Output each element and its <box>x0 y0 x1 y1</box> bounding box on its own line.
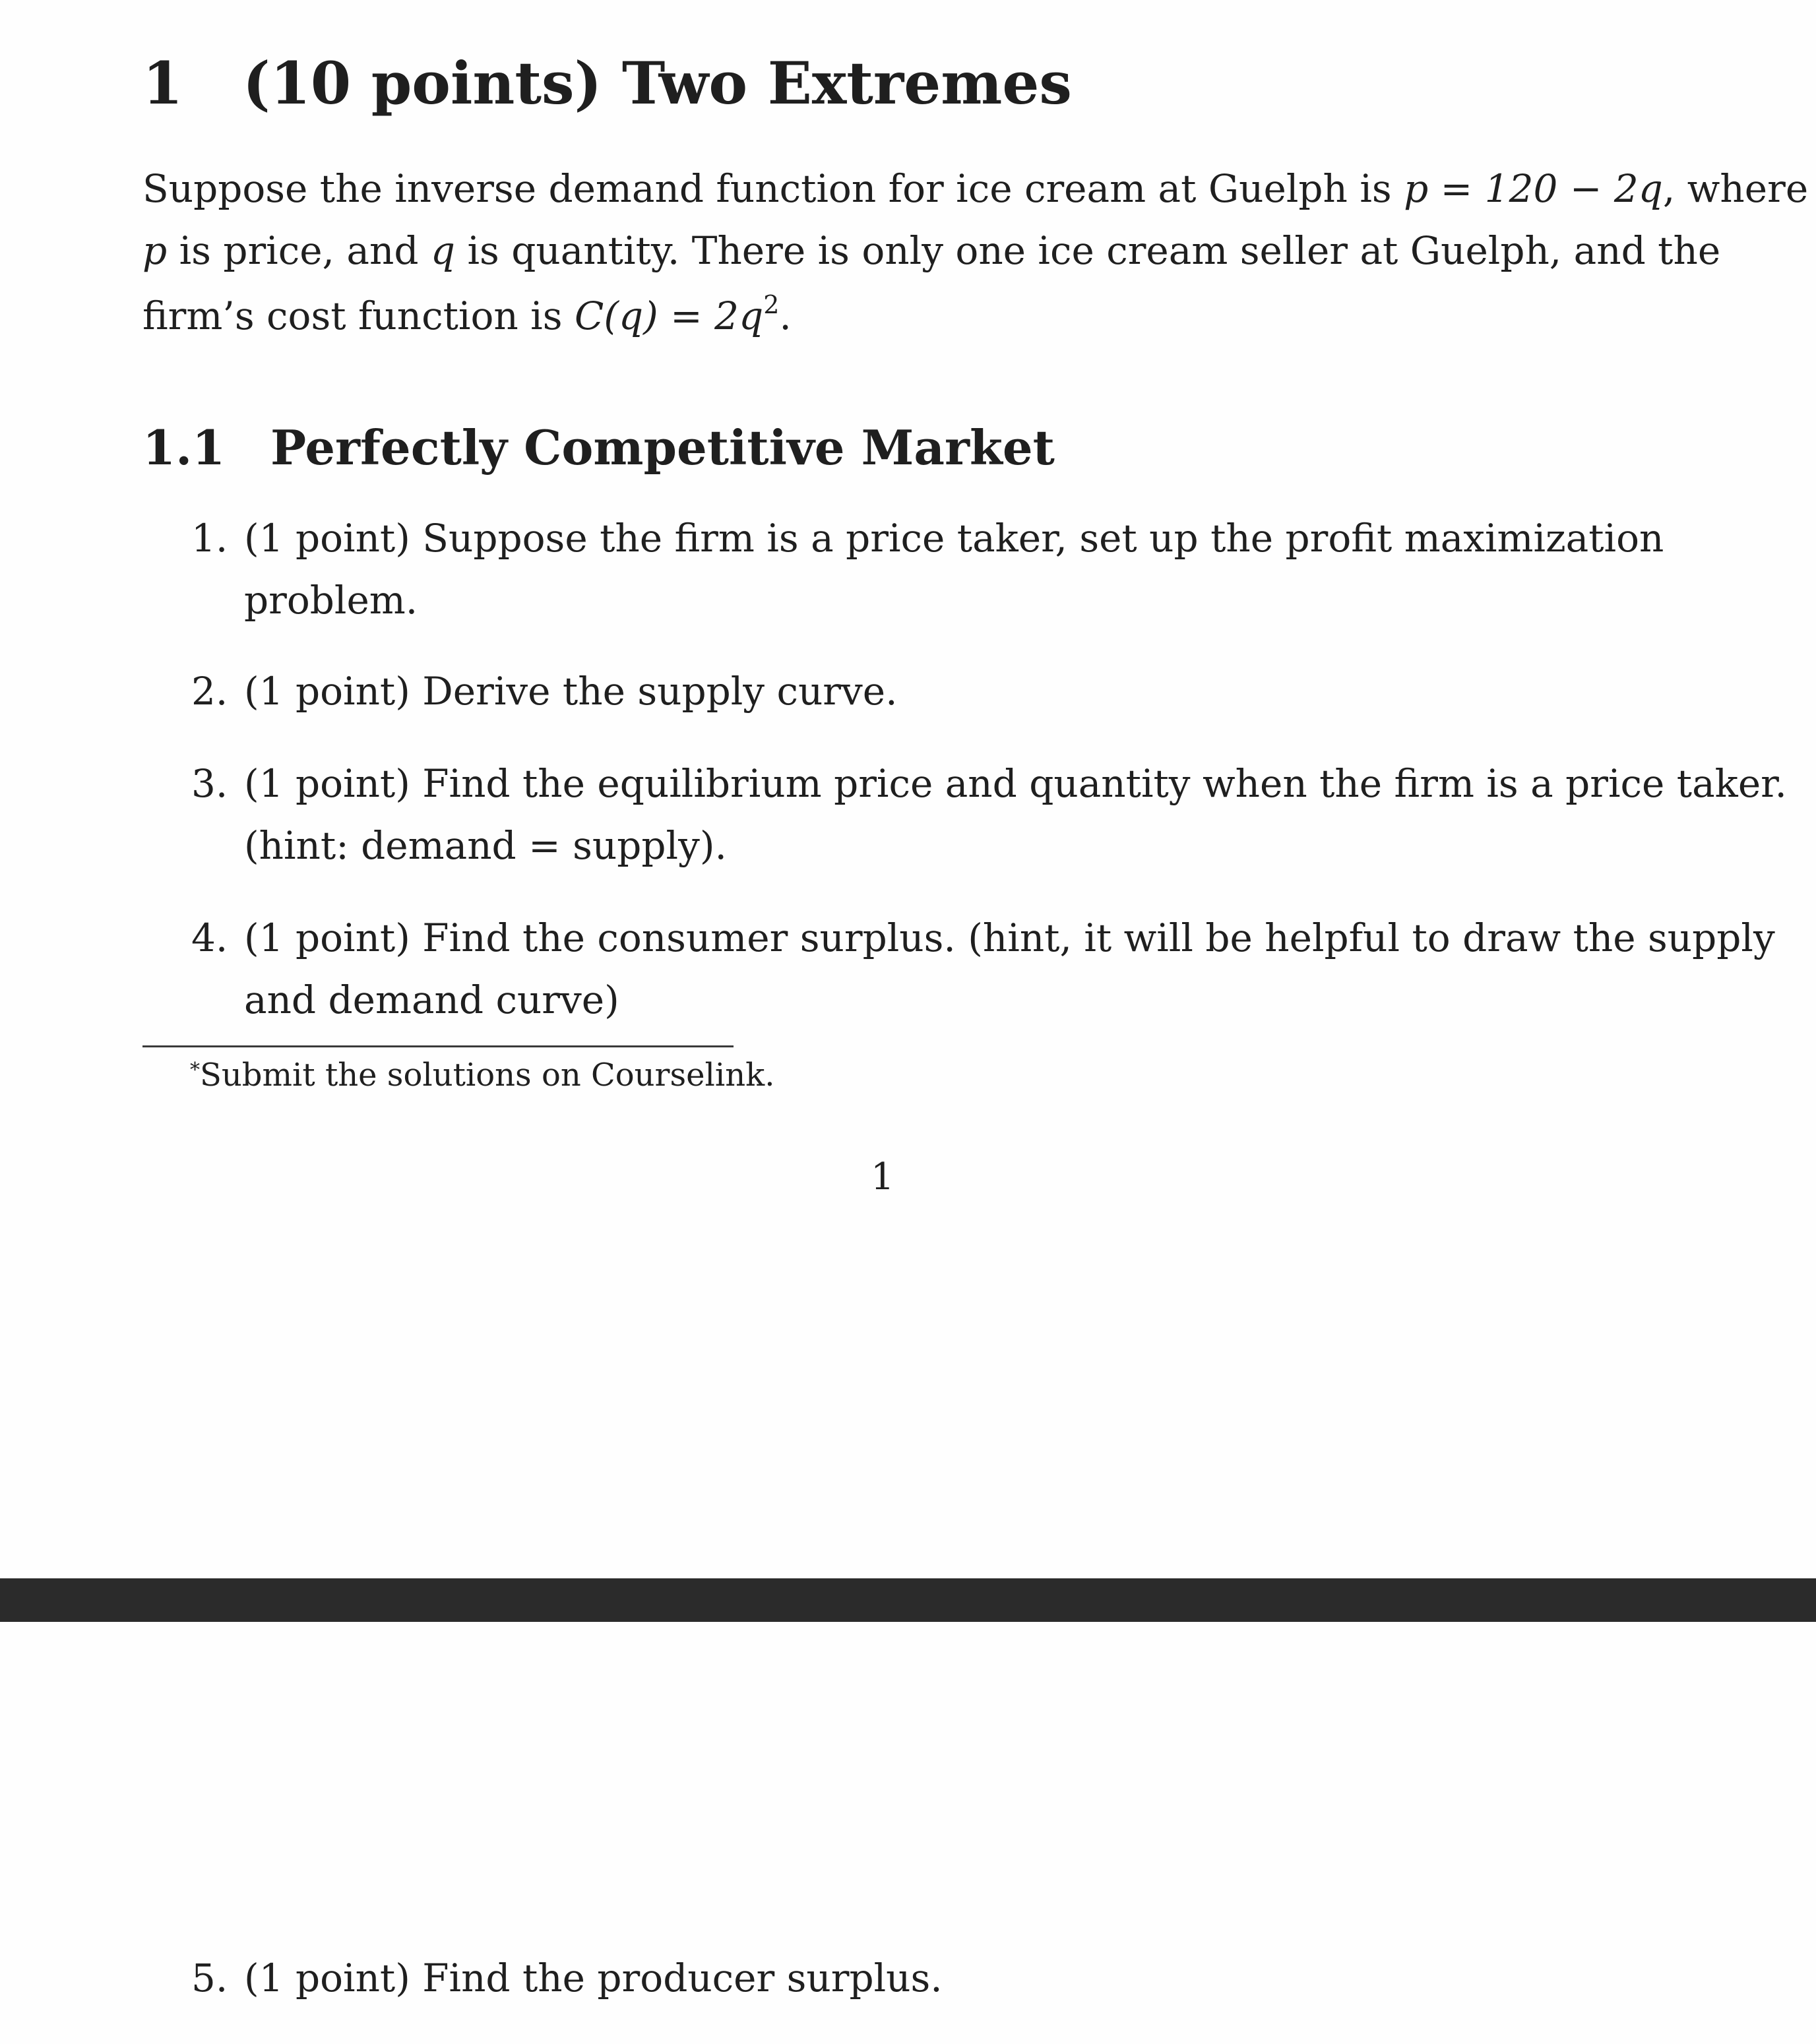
section-title: (10 points) Two Extremes <box>243 49 1072 117</box>
item-4-line-2: and demand curve) <box>244 977 619 1022</box>
demand-equation: p = 120 − 2q <box>1404 166 1663 211</box>
intro-line-3 <box>142 290 792 338</box>
item-1-line-2: problem. <box>244 578 418 623</box>
quantity-variable: q <box>430 228 456 273</box>
intro-line-2-text <box>142 228 1721 273</box>
item-5-number: 5. <box>191 1956 228 2000</box>
item-5-line-1: (1 point) Find the producer surplus. <box>244 1956 943 2000</box>
item-3-line-2: (hint: demand = supply). <box>244 823 727 868</box>
footnote-rule <box>142 1045 734 1047</box>
document-page-2 <box>0 1622 1816 2044</box>
intro-line-1-text <box>142 166 1809 211</box>
intro-text: is quantity. There is only one ice cream seller at Guelph, and the <box>455 228 1721 273</box>
subsection-heading <box>142 419 1055 476</box>
footnote-mark: * <box>190 1059 200 1082</box>
intro-text: firm’s cost function is <box>142 294 575 338</box>
footnote <box>190 1057 775 1094</box>
page-number: 1 <box>871 1156 894 1198</box>
intro-line-1 <box>142 166 1809 211</box>
cost-equation: C(q) = 2q <box>574 294 764 338</box>
intro-text: , where <box>1662 166 1809 211</box>
intro-text: . <box>779 294 792 338</box>
subsection-number: 1.1 <box>142 419 226 476</box>
item-4-line-1: (1 point) Find the consumer surplus. (hint, it will be helpful to draw the supply <box>244 915 1775 960</box>
item-3-line-1: (1 point) Find the equilibrium price and quantity when the firm is a price taker. <box>244 761 1787 806</box>
intro-line-2 <box>142 228 1721 273</box>
intro-text: Suppose the inverse demand function for ice cream at Guelph is <box>142 166 1404 211</box>
footnote-text: Submit the solutions on Courselink. <box>200 1057 775 1094</box>
item-1-number: 1. <box>191 516 228 561</box>
cost-exponent: 2 <box>763 290 780 319</box>
item-3-number: 3. <box>191 761 228 806</box>
item-2-number: 2. <box>191 669 228 714</box>
section-heading <box>142 49 1072 117</box>
intro-text: is price, and <box>167 228 431 273</box>
item-4-number: 4. <box>191 915 228 960</box>
item-2-line-1: (1 point) Derive the supply curve. <box>244 669 898 714</box>
price-variable: p <box>142 228 168 273</box>
subsection-title: Perfectly Competitive Market <box>270 419 1055 476</box>
section-number: 1 <box>142 49 183 117</box>
page-divider <box>0 1578 1816 1622</box>
item-1-line-1: (1 point) Suppose the firm is a price taker, set up the profit maximization <box>244 516 1664 561</box>
